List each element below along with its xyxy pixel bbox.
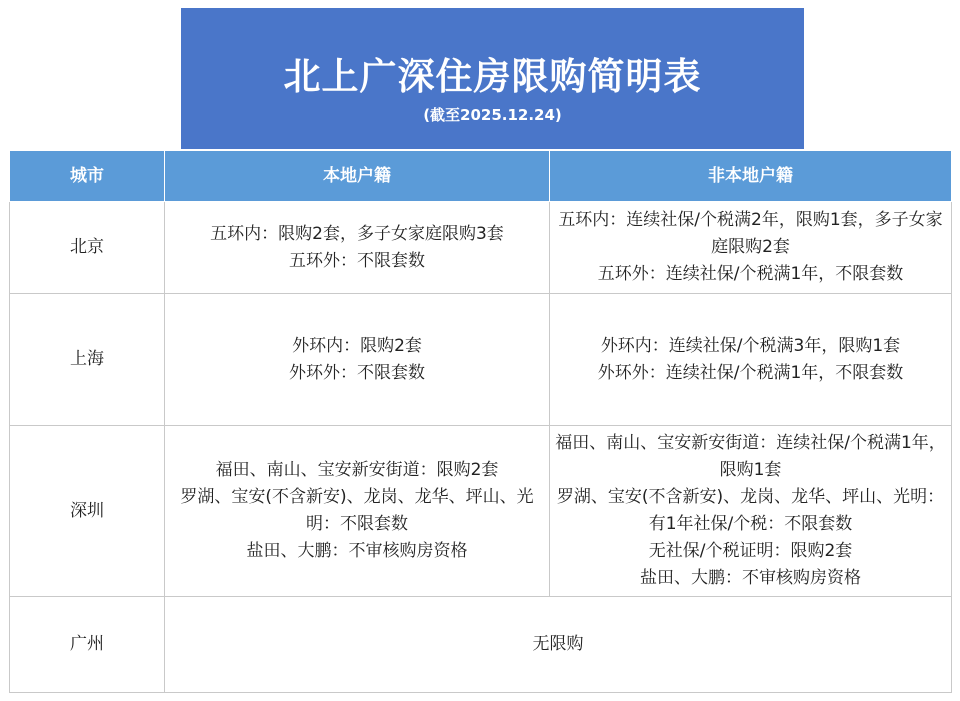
page-title: 北上广深住房限购简明表 [283, 55, 702, 98]
policy-line: 五环外：连续社保/个税满1年，不限套数 [597, 264, 904, 284]
title-banner [181, 8, 804, 149]
policy-line: 盐田、大鹏：不审核购房资格 [246, 541, 468, 561]
local-cell [165, 426, 550, 597]
policy-line: 外环外：连续社保/个税满1年，不限套数 [597, 362, 904, 383]
policy-line: 外环外：不限套数 [289, 362, 425, 383]
city-cell: 深圳 [10, 426, 165, 597]
policy-line: 无社保/个税证明：限购2套 [648, 541, 853, 561]
header-nonlocal: 非本地户籍 [550, 151, 952, 202]
policy-line: 五环外：不限套数 [289, 250, 425, 271]
header-local: 本地户籍 [165, 151, 550, 202]
policy-line: 罗湖、宝安(不含新安)、龙岗、龙华、坪山、光明：不限套数 [180, 487, 534, 534]
merged-policy-cell: 无限购 [165, 597, 952, 693]
city-cell: 北京 [10, 202, 165, 294]
policy-line: 福田、南山、宝安新安街道：连续社保/个税满1年，限购1套 [555, 433, 946, 480]
table-header-row [10, 151, 952, 202]
policy-line: 罗湖、宝安(不含新安)、龙岗、龙华、坪山、光明：有1年社保/个税：不限套数 [556, 487, 945, 534]
nonlocal-cell [550, 294, 952, 426]
city-cell: 上海 [10, 294, 165, 426]
table-row [10, 202, 952, 294]
nonlocal-cell [550, 426, 952, 597]
page-subtitle: (截至2025.12.24) [423, 106, 562, 124]
table-row [10, 426, 952, 597]
header-city: 城市 [10, 151, 165, 202]
table-row [10, 597, 952, 693]
city-cell: 广州 [10, 597, 165, 693]
policy-line: 外环内：限购2套 [292, 335, 422, 356]
local-cell [165, 294, 550, 426]
table-row [10, 294, 952, 426]
local-cell [165, 202, 550, 294]
purchase-limit-table [9, 150, 952, 693]
policy-line: 五环内：限购2套，多子女家庭限购3套 [210, 223, 504, 244]
policy-line: 外环内：连续社保/个税满3年，限购1套 [600, 335, 901, 356]
policy-line: 福田、南山、宝安新安街道：限购2套 [215, 460, 499, 480]
policy-line: 五环内：连续社保/个税满2年，限购1套，多子女家庭限购2套 [558, 210, 943, 257]
nonlocal-cell [550, 202, 952, 294]
policy-line: 盐田、大鹏：不审核购房资格 [640, 568, 861, 588]
